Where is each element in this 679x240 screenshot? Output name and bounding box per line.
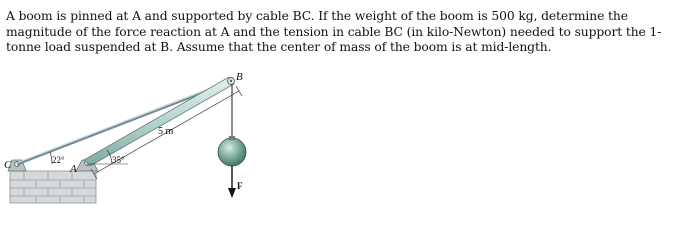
label-boom-angle: 35° <box>112 155 125 165</box>
problem-statement: A boom is pinned at A and supported by cable BC. If the weight of the boom is 500 kg, determine the magnitude of the force reaction at A and the tension in cable BC (in kilo-Newton) needed to support the 1-tonne load suspended at B. Assume that the center of mass of the boom is at mid-length. <box>6 9 662 55</box>
label-b: B <box>236 71 243 83</box>
label-boom-length: 5 m <box>158 126 174 137</box>
brick-wall <box>10 171 96 203</box>
label-force: F <box>237 181 243 191</box>
label-cable-angle: 22° <box>52 155 65 165</box>
boom <box>84 77 235 166</box>
label-c: C <box>4 159 12 171</box>
load-weight <box>218 138 246 166</box>
label-a: A <box>70 163 77 175</box>
force-arrow-f <box>228 166 236 198</box>
